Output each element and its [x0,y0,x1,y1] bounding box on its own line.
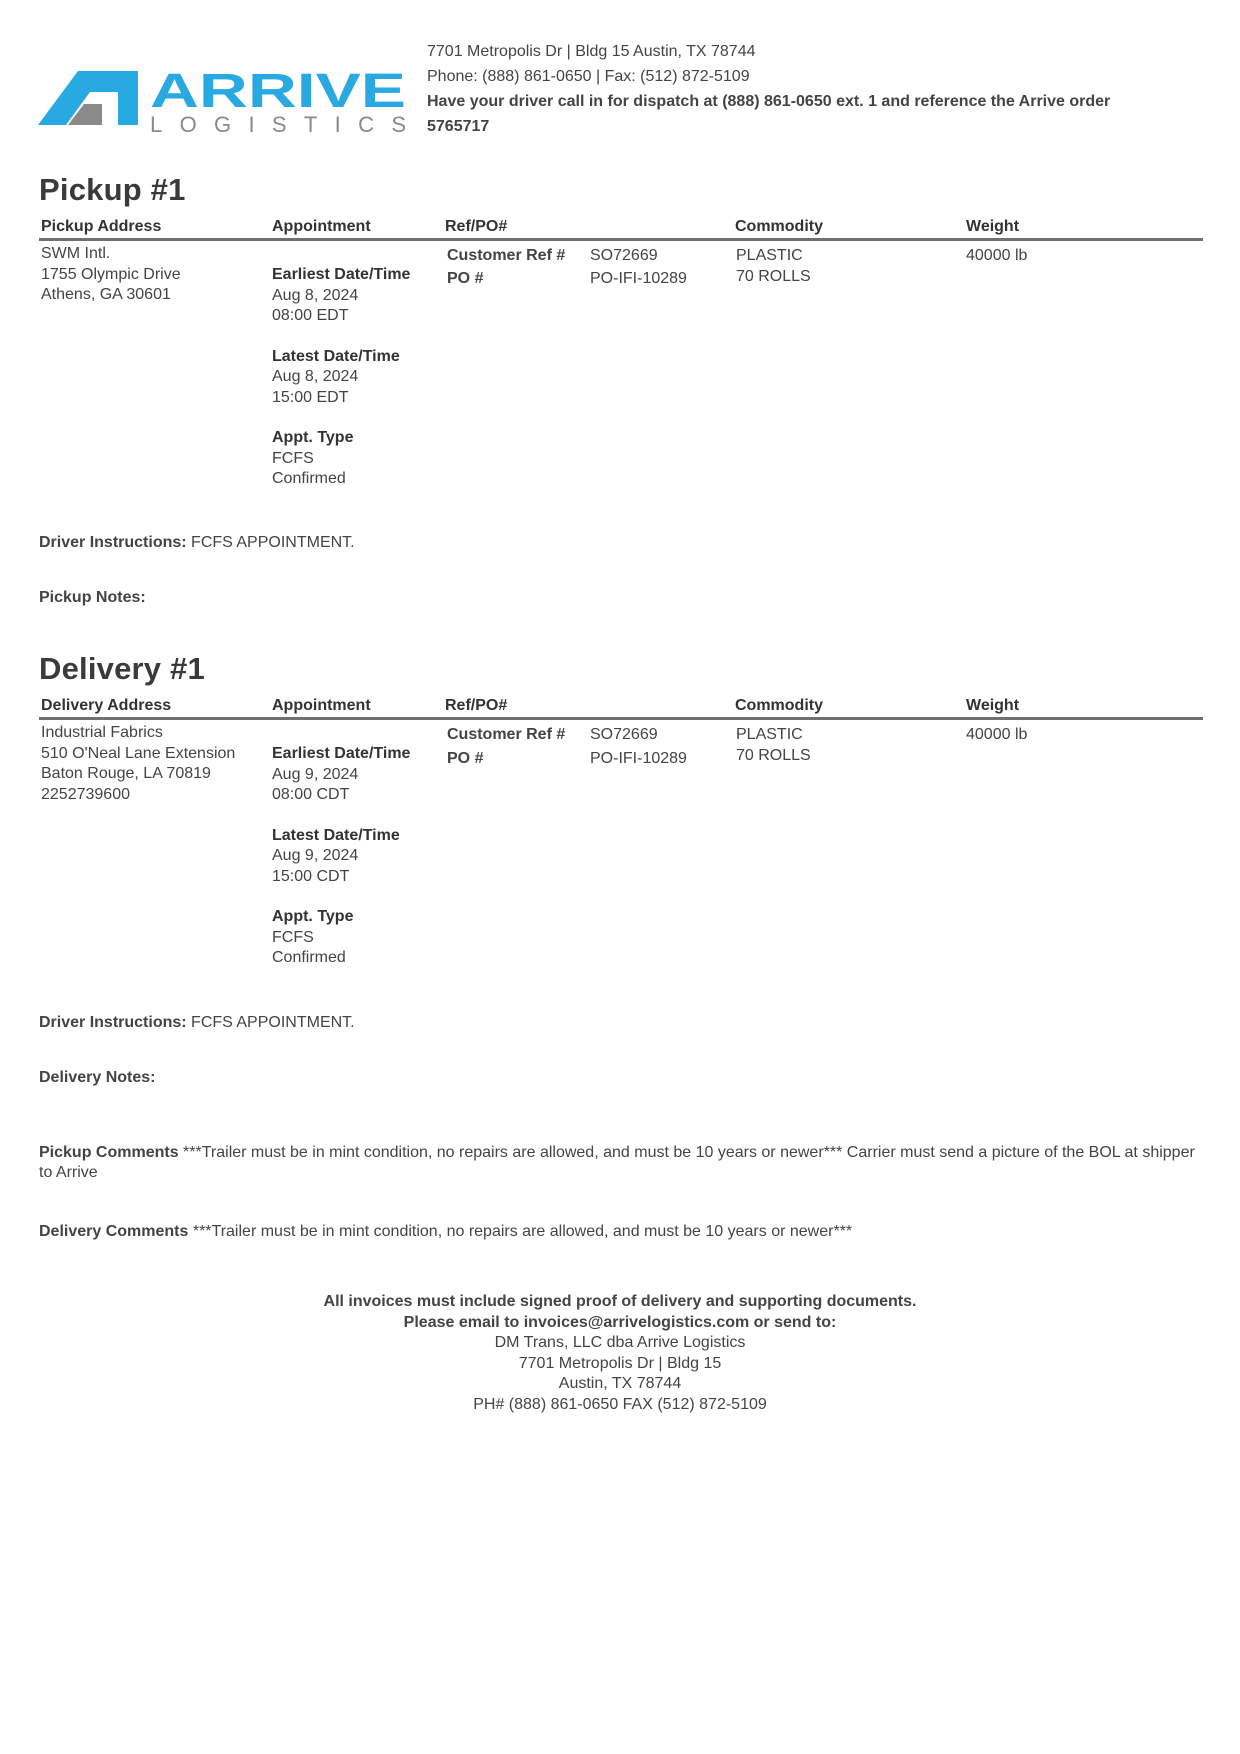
earliest-date: Aug 9, 2024 [272,765,359,783]
address-line: Athens, GA 30601 [41,286,171,303]
customer-ref-value: SO72669 [590,726,658,743]
pickup-notes-label: Pickup Notes: [39,589,146,606]
delivery-comments-label: Delivery Comments [39,1223,189,1240]
appt-type-label: Appt. Type [272,908,354,925]
table-rule [39,238,1203,241]
delivery-address [41,723,235,805]
appt-type: FCFS [272,449,314,467]
col-header-weight: Weight [966,218,1020,235]
pickup-driver-instructions [39,534,355,552]
footer-invoice-requirement: All invoices must include signed proof of delivery and supporting documents. [323,1293,917,1310]
delivery-notes-label: Delivery Notes: [39,1069,156,1086]
latest-date: Aug 8, 2024 [272,368,359,385]
order-number: 5765717 [427,118,490,135]
col-header-address: Pickup Address [41,218,162,235]
driver-instructions-label: Driver Instructions: [39,1014,187,1031]
pickup-address [41,244,181,306]
arrive-logistics-logo [38,68,410,136]
logo-sub: LOGISTICS [150,112,406,136]
appt-status: Confirmed [272,949,346,966]
address-line: Industrial Fabrics [41,724,163,741]
company-address: 7701 Metropolis Dr | Bldg 15 Austin, TX 78744 [427,43,756,60]
pickup-weight: 40000 lb [966,247,1028,264]
earliest-label: Earliest Date/Time [272,745,411,762]
earliest-time: 08:00 EDT [272,307,349,324]
delivery-comments [39,1222,1209,1242]
customer-ref-label: Customer Ref # [447,726,566,743]
address-line: Baton Rouge, LA 70819 [41,765,211,782]
appt-type: FCFS [272,928,314,946]
col-header-appointment: Appointment [272,218,371,235]
delivery-commodity [736,725,811,766]
customer-ref-value: SO72669 [590,247,658,264]
driver-instructions-label: Driver Instructions: [39,534,187,551]
col-header-ref: Ref/PO# [445,218,508,235]
latest-time: 15:00 EDT [272,388,349,406]
latest-time: 15:00 CDT [272,867,350,885]
commodity-name: PLASTIC [736,726,803,743]
po-label: PO # [447,270,484,287]
col-header-address: Delivery Address [41,697,172,714]
delivery-weight: 40000 lb [966,726,1028,743]
address-line: 510 O'Neal Lane Extension [41,744,236,762]
delivery-title: Delivery #1 [39,651,205,686]
latest-label: Latest Date/Time [272,826,400,844]
commodity-qty: 70 ROLLS [736,746,811,764]
footer-company: DM Trans, LLC dba Arrive Logistics [494,1334,746,1351]
footer-city: Austin, TX 78744 [558,1375,682,1392]
invoice-footer [0,1292,1240,1415]
pickup-commodity [736,246,811,287]
earliest-time: 08:00 CDT [272,786,350,803]
latest-date: Aug 9, 2024 [272,847,359,864]
driver-instructions-text: FCFS APPOINTMENT. [191,1014,355,1031]
footer-phone-fax: PH# (888) 861-0650 FAX (512) 872-5109 [473,1395,767,1413]
delivery-comments-text: ***Trailer must be in mint condition, no repairs are allowed, and must be 10 years or newer*** [192,1223,853,1240]
po-value: PO-IFI-10289 [590,750,687,767]
pickup-appointment [272,265,410,490]
commodity-qty: 70 ROLLS [736,267,811,285]
driver-instructions-text: FCFS APPOINTMENT. [191,534,355,551]
pickup-title: Pickup #1 [39,172,186,207]
earliest-date: Aug 8, 2024 [272,286,359,304]
footer-email-instruction: Please email to invoices@arrivelogistics.com or send to: [403,1313,837,1331]
customer-ref-label: Customer Ref # [447,247,566,264]
pickup-comments [39,1143,1209,1183]
col-header-commodity: Commodity [735,218,823,235]
col-header-ref: Ref/PO# [445,697,508,714]
col-header-commodity: Commodity [735,697,823,714]
earliest-label: Earliest Date/Time [272,266,411,283]
address-line: SWM Intl. [41,245,111,262]
address-line: 1755 Olympic Drive [41,265,181,283]
pickup-comments-label: Pickup Comments [39,1144,179,1161]
commodity-name: PLASTIC [736,247,803,264]
address-phone: 2252739600 [41,785,130,803]
table-rule [39,717,1203,720]
delivery-driver-instructions [39,1014,355,1032]
dispatch-instructions: Have your driver call in for dispatch at (888) 861-0650 ext. 1 and reference the Arrive order [427,93,1111,110]
logo-word: ARRIVE [150,68,406,118]
po-value: PO-IFI-10289 [590,270,687,287]
col-header-appointment: Appointment [272,697,371,714]
col-header-weight: Weight [966,697,1020,714]
appt-type-label: Appt. Type [272,429,354,446]
pickup-comments-text: ***Trailer must be in mint condition, no repairs are allowed, and must be 10 years or newer*** Carrier must send a picture of the BOL at shipper to Arrive [39,1144,1195,1181]
delivery-appointment [272,744,410,969]
po-label: PO # [447,750,484,767]
appt-status: Confirmed [272,470,346,487]
latest-label: Latest Date/Time [272,347,400,365]
company-phone: Phone: (888) 861-0650 | Fax: (512) 872-5109 [427,68,750,85]
footer-street: 7701 Metropolis Dr | Bldg 15 [518,1354,722,1372]
